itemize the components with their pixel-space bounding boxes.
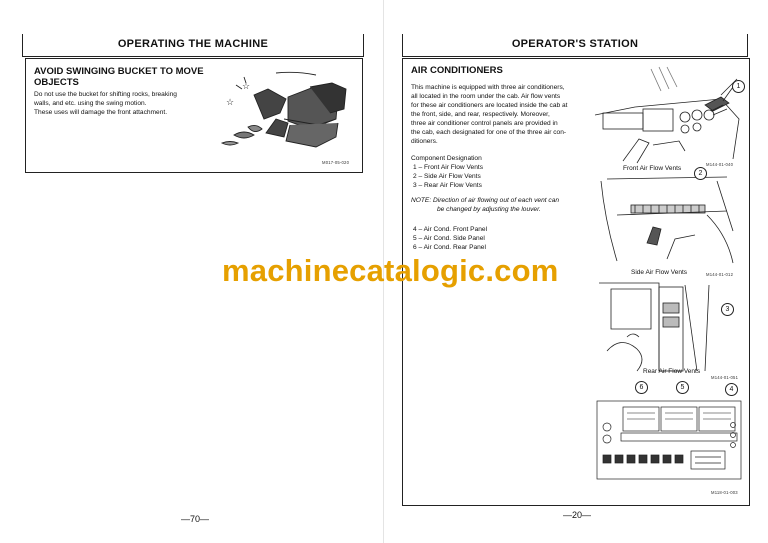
intro-line: ditioners. — [411, 138, 438, 145]
note-line-1: NOTE: Direction of air flowing out of each vent can — [411, 197, 560, 204]
panel-designation — [411, 225, 487, 252]
component-item: 4 – Air Cond. Front Panel — [413, 226, 488, 233]
note — [411, 196, 559, 214]
left-page-header — [22, 34, 364, 57]
callout-6: 6 — [635, 381, 648, 394]
intro-line: three air conditioner control panels are provided in — [411, 120, 558, 127]
left-page-header-title: OPERATING THE MACHINE — [117, 38, 269, 50]
warning-title-line-1: AVOID SWINGING BUCKET TO MOVE — [34, 66, 204, 77]
side-vents-caption: Side Air Flow Vents — [631, 269, 687, 276]
warning-title-line-2: OBJECTS — [34, 77, 79, 88]
callout-5: 5 — [676, 381, 689, 394]
control-panel-illustration — [595, 399, 745, 481]
intro-line: the front, side, and rear, respectively. Moreover, — [411, 111, 550, 118]
front-vents-caption: Front Air Flow Vents — [623, 165, 682, 172]
callout-4: 4 — [725, 383, 738, 396]
component-item: 1 – Front Air Flow Vents — [413, 164, 483, 171]
component-heading: Component Designation — [411, 155, 482, 162]
intro-paragraph — [411, 83, 568, 146]
warning-text-line-2: walls, and etc. using the swing motion. — [34, 100, 147, 107]
component-item: 3 – Rear Air Flow Vents — [413, 182, 482, 189]
side-vents-illustration — [597, 175, 743, 265]
front-vents-code: M144-01-040 — [706, 162, 734, 167]
warning-text — [34, 90, 177, 117]
warning-figure-code: M017-05-020 — [322, 160, 350, 165]
rear-vents-caption: Rear Air Flow Vents — [643, 368, 701, 375]
component-item: 5 – Air Cond. Side Panel — [413, 235, 485, 242]
watermark-text: machinecatalogic.com — [222, 253, 559, 288]
warning-box — [25, 58, 363, 173]
callout-3: 3 — [721, 303, 734, 316]
warning-title — [34, 66, 204, 88]
component-item: 2 – Side Air Flow Vents — [413, 173, 481, 180]
rear-vents-illustration — [597, 281, 747, 373]
right-page-header — [402, 34, 748, 57]
left-page-number: —70— — [181, 514, 210, 524]
intro-line: the cab, each designated for one of the three air con- — [411, 129, 567, 136]
warning-text-line-1: Do not use the bucket for shifting rocks, breaking — [34, 91, 177, 98]
right-page-header-title: OPERATOR'S STATION — [511, 38, 639, 50]
rear-vents-code: M144-01-051 — [711, 375, 739, 380]
panel-code: M118-01-003 — [711, 490, 738, 495]
callout-2: 2 — [694, 167, 707, 180]
svg-text:☆: ☆ — [226, 97, 235, 107]
svg-text:☆: ☆ — [242, 81, 251, 91]
intro-line: This machine is equipped with three air conditioners, — [411, 84, 565, 91]
right-page-number: —20— — [563, 510, 592, 520]
intro-line: all located in the room under the cab. Air flow vents — [411, 93, 561, 100]
component-designation — [411, 154, 483, 190]
callout-1: 1 — [732, 80, 745, 93]
section-title: AIR CONDITIONERS — [411, 65, 503, 76]
side-vents-code: M144-01-012 — [706, 272, 734, 277]
front-vents-illustration — [593, 65, 743, 165]
note-line-2: be changed by adjusting the louver. — [437, 206, 541, 213]
component-item: 6 – Air Cond. Rear Panel — [413, 244, 486, 251]
swinging-bucket-illustration — [214, 67, 354, 155]
warning-text-line-3: These uses will damage the front attachment. — [34, 109, 168, 116]
intro-line: for these air conditioners are located inside the cab at — [411, 102, 568, 109]
